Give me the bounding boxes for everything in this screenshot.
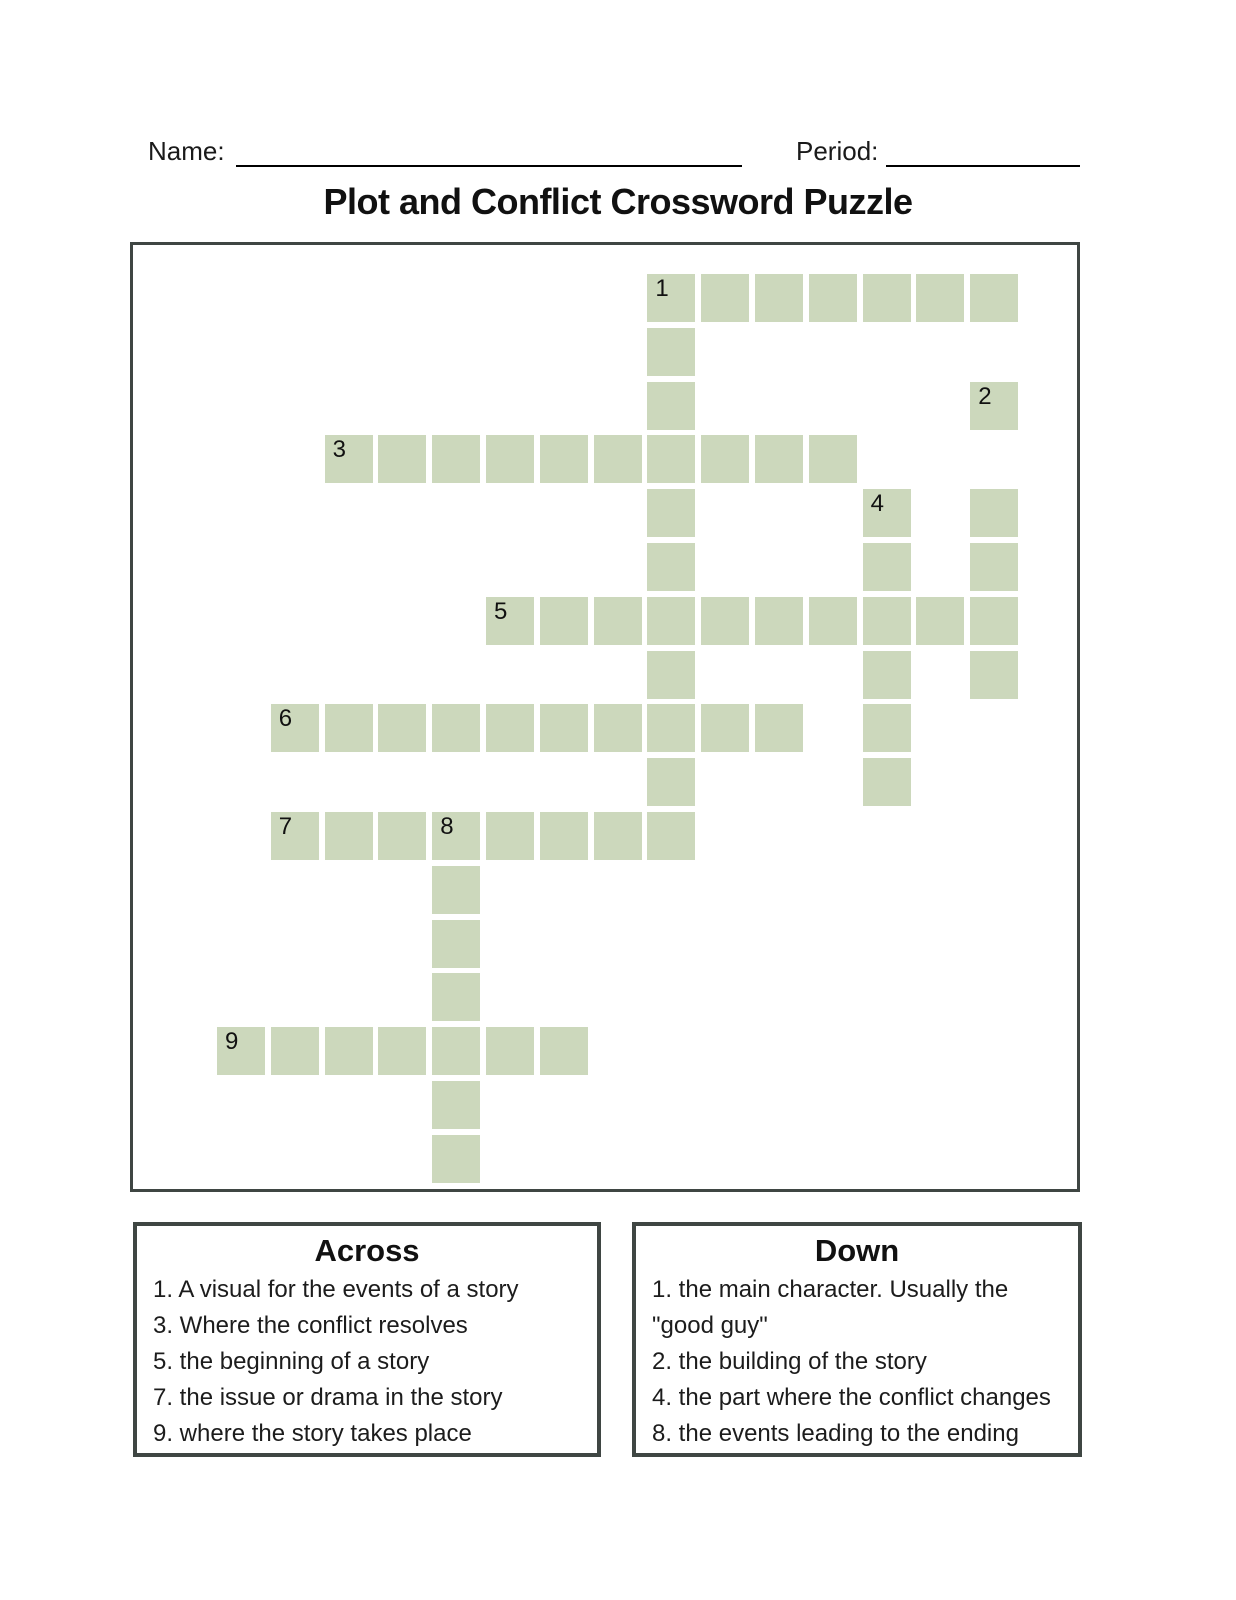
crossword-cell[interactable] xyxy=(432,973,480,1021)
crossword-cell[interactable] xyxy=(271,812,319,860)
crossword-cell[interactable] xyxy=(325,812,373,860)
crossword-cell[interactable] xyxy=(970,651,1018,699)
crossword-cell[interactable] xyxy=(916,597,964,645)
clue-item: 4. the part where the conflict changes xyxy=(652,1384,1051,1411)
crossword-cell[interactable] xyxy=(432,435,480,483)
clue-item: 5. the beginning of a story xyxy=(153,1348,430,1375)
crossword-cell[interactable] xyxy=(540,812,588,860)
crossword-cell[interactable] xyxy=(863,651,911,699)
crossword-cell[interactable] xyxy=(970,382,1018,430)
crossword-cell[interactable] xyxy=(701,274,749,322)
crossword-cell[interactable] xyxy=(325,1027,373,1075)
crossword-cell[interactable] xyxy=(378,812,426,860)
crossword-cell[interactable] xyxy=(701,597,749,645)
crossword-grid xyxy=(130,242,1080,1192)
page-title: Plot and Conflict Crossword Puzzle xyxy=(323,181,913,222)
crossword-cell[interactable] xyxy=(755,274,803,322)
across-clue-list xyxy=(153,1272,583,1452)
clue-number: 3 xyxy=(332,436,346,464)
clue-number: 4 xyxy=(870,490,884,518)
crossword-cell[interactable] xyxy=(378,704,426,752)
crossword-cell[interactable] xyxy=(540,704,588,752)
clue-number: 6 xyxy=(278,705,293,733)
crossword-cell[interactable] xyxy=(378,1027,426,1075)
crossword-cell[interactable] xyxy=(647,543,695,591)
crossword-cell[interactable] xyxy=(486,704,534,752)
crossword-cell[interactable] xyxy=(271,1027,319,1075)
crossword-cell[interactable] xyxy=(647,382,695,430)
clue-item: 1. the main character. Usually the "good guy" xyxy=(652,1276,1009,1339)
crossword-cell[interactable] xyxy=(432,920,480,968)
crossword-cell[interactable] xyxy=(755,435,803,483)
clue-number: 5 xyxy=(494,597,508,625)
clue-item: 9. where the story takes place xyxy=(153,1420,472,1447)
crossword-cell[interactable] xyxy=(647,704,695,752)
crossword-cell[interactable] xyxy=(271,704,319,752)
crossword-cell[interactable] xyxy=(486,435,534,483)
crossword-cell[interactable] xyxy=(432,1135,480,1183)
period-input-line[interactable] xyxy=(886,165,1080,167)
crossword-cell[interactable] xyxy=(647,758,695,806)
crossword-cell[interactable] xyxy=(540,597,588,645)
crossword-cell[interactable] xyxy=(432,866,480,914)
crossword-cell[interactable] xyxy=(594,704,642,752)
crossword-cell[interactable] xyxy=(647,328,695,376)
crossword-cell[interactable] xyxy=(755,597,803,645)
name-input-line[interactable] xyxy=(236,165,742,167)
crossword-cell[interactable] xyxy=(647,489,695,537)
crossword-cell[interactable] xyxy=(540,1027,588,1075)
clue-item: 7. the issue or drama in the story xyxy=(153,1384,503,1411)
clue-item: 2. the building of the story xyxy=(652,1348,927,1375)
crossword-cell[interactable] xyxy=(701,704,749,752)
crossword-cell[interactable] xyxy=(863,704,911,752)
crossword-cell[interactable] xyxy=(863,758,911,806)
crossword-cell[interactable] xyxy=(755,704,803,752)
crossword-cell[interactable] xyxy=(647,274,695,322)
crossword-cell[interactable] xyxy=(325,704,373,752)
down-clue-list xyxy=(652,1272,1072,1452)
crossword-cell[interactable] xyxy=(970,543,1018,591)
crossword-cell[interactable] xyxy=(486,1027,534,1075)
crossword-cell[interactable] xyxy=(863,274,911,322)
crossword-cell[interactable] xyxy=(594,812,642,860)
clue-number: 9 xyxy=(225,1028,239,1056)
crossword-cell[interactable] xyxy=(970,274,1018,322)
crossword-cell[interactable] xyxy=(378,435,426,483)
crossword-cell[interactable] xyxy=(647,812,695,860)
crossword-cell[interactable] xyxy=(540,435,588,483)
clue-item: 3. Where the conflict resolves xyxy=(153,1312,468,1339)
crossword-cell[interactable] xyxy=(863,597,911,645)
crossword-cell[interactable] xyxy=(217,1027,265,1075)
crossword-cell[interactable] xyxy=(594,597,642,645)
crossword-cell[interactable] xyxy=(486,812,534,860)
down-clues-box xyxy=(632,1222,1082,1457)
clue-number: 7 xyxy=(278,813,293,840)
clue-number: 1 xyxy=(655,275,669,302)
crossword-cell[interactable] xyxy=(486,597,534,645)
clue-item: 1. A visual for the events of a story xyxy=(153,1276,519,1303)
down-title: Down xyxy=(814,1233,900,1268)
crossword-cell[interactable] xyxy=(432,812,480,860)
crossword-cell[interactable] xyxy=(701,435,749,483)
crossword-cell[interactable] xyxy=(809,274,857,322)
crossword-cell[interactable] xyxy=(970,597,1018,645)
crossword-cell[interactable] xyxy=(647,597,695,645)
across-clues-box xyxy=(133,1222,601,1457)
across-title: Across xyxy=(314,1233,420,1268)
clue-number: 8 xyxy=(440,813,454,840)
crossword-cell[interactable] xyxy=(809,435,857,483)
crossword-cell[interactable] xyxy=(809,597,857,645)
crossword-cell[interactable] xyxy=(432,1081,480,1129)
crossword-cell[interactable] xyxy=(432,1027,480,1075)
crossword-cell[interactable] xyxy=(970,489,1018,537)
crossword-cell[interactable] xyxy=(594,435,642,483)
crossword-cell[interactable] xyxy=(863,489,911,537)
crossword-cell[interactable] xyxy=(916,274,964,322)
crossword-cell[interactable] xyxy=(325,435,373,483)
clue-number: 2 xyxy=(978,382,992,410)
name-label: Name: xyxy=(148,136,225,166)
period-label: Period: xyxy=(796,136,879,166)
crossword-cell[interactable] xyxy=(863,543,911,591)
crossword-cell[interactable] xyxy=(647,435,695,483)
crossword-cell[interactable] xyxy=(432,704,480,752)
crossword-cell[interactable] xyxy=(647,651,695,699)
clue-item: 8. the events leading to the ending xyxy=(652,1420,1019,1447)
